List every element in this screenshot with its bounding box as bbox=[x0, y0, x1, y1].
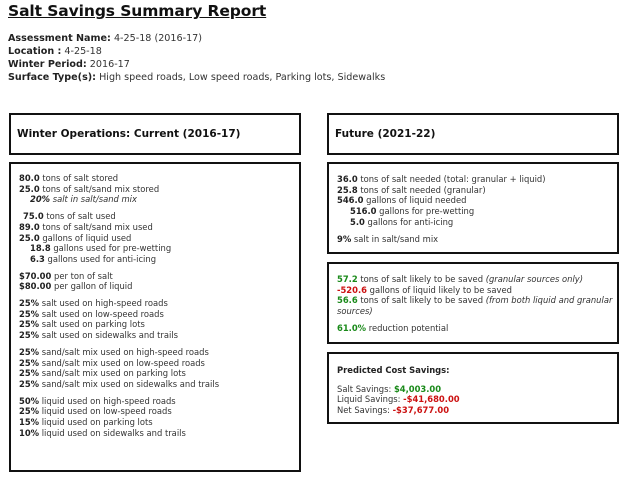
list-item: 25% salt used on high-speed roads bbox=[19, 298, 168, 309]
list-item: 57.2 tons of salt likely to be saved (granular sources only) bbox=[337, 274, 584, 284]
list-item: 546.0 gallons of liquid needed bbox=[337, 195, 467, 206]
assessment-name: Assessment Name: 4-25-18 (2016-17) bbox=[8, 33, 203, 44]
surface-types: Surface Type(s): High speed roads, Low speed roads, Parking lots, Sidewalks bbox=[8, 72, 386, 83]
list-item: 25.0 tons of salt/sand mix stored bbox=[19, 183, 160, 194]
list-item: Salt Savings: $4,003.00 bbox=[337, 383, 442, 394]
list-item: $80.00 per gallon of liquid bbox=[19, 281, 133, 292]
list-item: 25% sand/salt mix used on parking lots bbox=[19, 368, 186, 379]
list-item: 25% salt used on parking lots bbox=[19, 319, 145, 330]
list-item: Liquid Savings: -$41,680.00 bbox=[337, 394, 460, 405]
location: Location : 4-25-18 bbox=[8, 46, 102, 57]
list-item: 80.0 tons of salt stored bbox=[19, 173, 119, 183]
list-item: 36.0 tons of salt needed (total: granular + liquid) bbox=[337, 174, 546, 184]
list-item: 25% sand/salt mix used on sidewalks and trails bbox=[19, 378, 220, 389]
list-item: 25.8 tons of salt needed (granular) bbox=[337, 184, 486, 195]
list-item: sources) bbox=[337, 306, 373, 317]
future-heading: Future (2021-22) bbox=[335, 128, 436, 140]
current-heading: Winter Operations: Current (2016-17) bbox=[17, 128, 241, 140]
list-item: 50% liquid used on high-speed roads bbox=[19, 395, 176, 406]
list-item: 18.8 gallons used for pre-wetting bbox=[30, 243, 172, 254]
list-item: Net Savings: -$37,677.00 bbox=[337, 405, 450, 416]
list-item: 9% salt in salt/sand mix bbox=[337, 233, 439, 244]
report-title: Salt Savings Summary Report bbox=[8, 2, 267, 20]
list-item: 25% liquid used on low-speed roads bbox=[19, 406, 172, 417]
list-item: 25% sand/salt mix used on low-speed roads bbox=[19, 357, 205, 368]
list-item: 89.0 tons of salt/sand mix used bbox=[19, 221, 153, 232]
cost-savings-panel bbox=[327, 352, 619, 424]
future-needs-panel bbox=[327, 162, 619, 254]
list-item: 25% sand/salt mix used on high-speed roads bbox=[19, 346, 209, 357]
list-item: 10% liquid used on sidewalks and trails bbox=[19, 427, 186, 438]
future-heading-box bbox=[327, 113, 619, 155]
list-item: 61.0% reduction potential bbox=[337, 322, 449, 333]
list-item: 25.0 gallons of liquid used bbox=[19, 232, 132, 243]
list-item: 75.0 tons of salt used bbox=[23, 211, 116, 222]
cost-heading: Predicted Cost Savings: bbox=[337, 365, 450, 375]
savings-panel bbox=[327, 262, 619, 344]
list-item: $70.00 per ton of salt bbox=[19, 270, 113, 281]
current-operations-panel bbox=[9, 162, 301, 472]
list-item: 6.3 gallons used for anti-icing bbox=[30, 253, 157, 264]
list-item: 25% salt used on low-speed roads bbox=[19, 308, 164, 319]
list-item: -520.6 gallons of liquid likely to be saved bbox=[337, 284, 512, 295]
list-item: 56.6 tons of salt likely to be saved (from both liquid and granular bbox=[337, 295, 613, 306]
list-item: 5.0 gallons for anti-icing bbox=[350, 216, 454, 227]
list-item: 25% salt used on sidewalks and trails bbox=[19, 330, 179, 341]
list-item: 15% liquid used on parking lots bbox=[19, 417, 153, 428]
list-item: 20% salt in salt/sand mix bbox=[30, 194, 137, 205]
list-item: 516.0 gallons for pre-wetting bbox=[350, 206, 475, 217]
current-heading-box bbox=[9, 113, 301, 155]
winter-period: Winter Period: 2016-17 bbox=[8, 59, 130, 70]
